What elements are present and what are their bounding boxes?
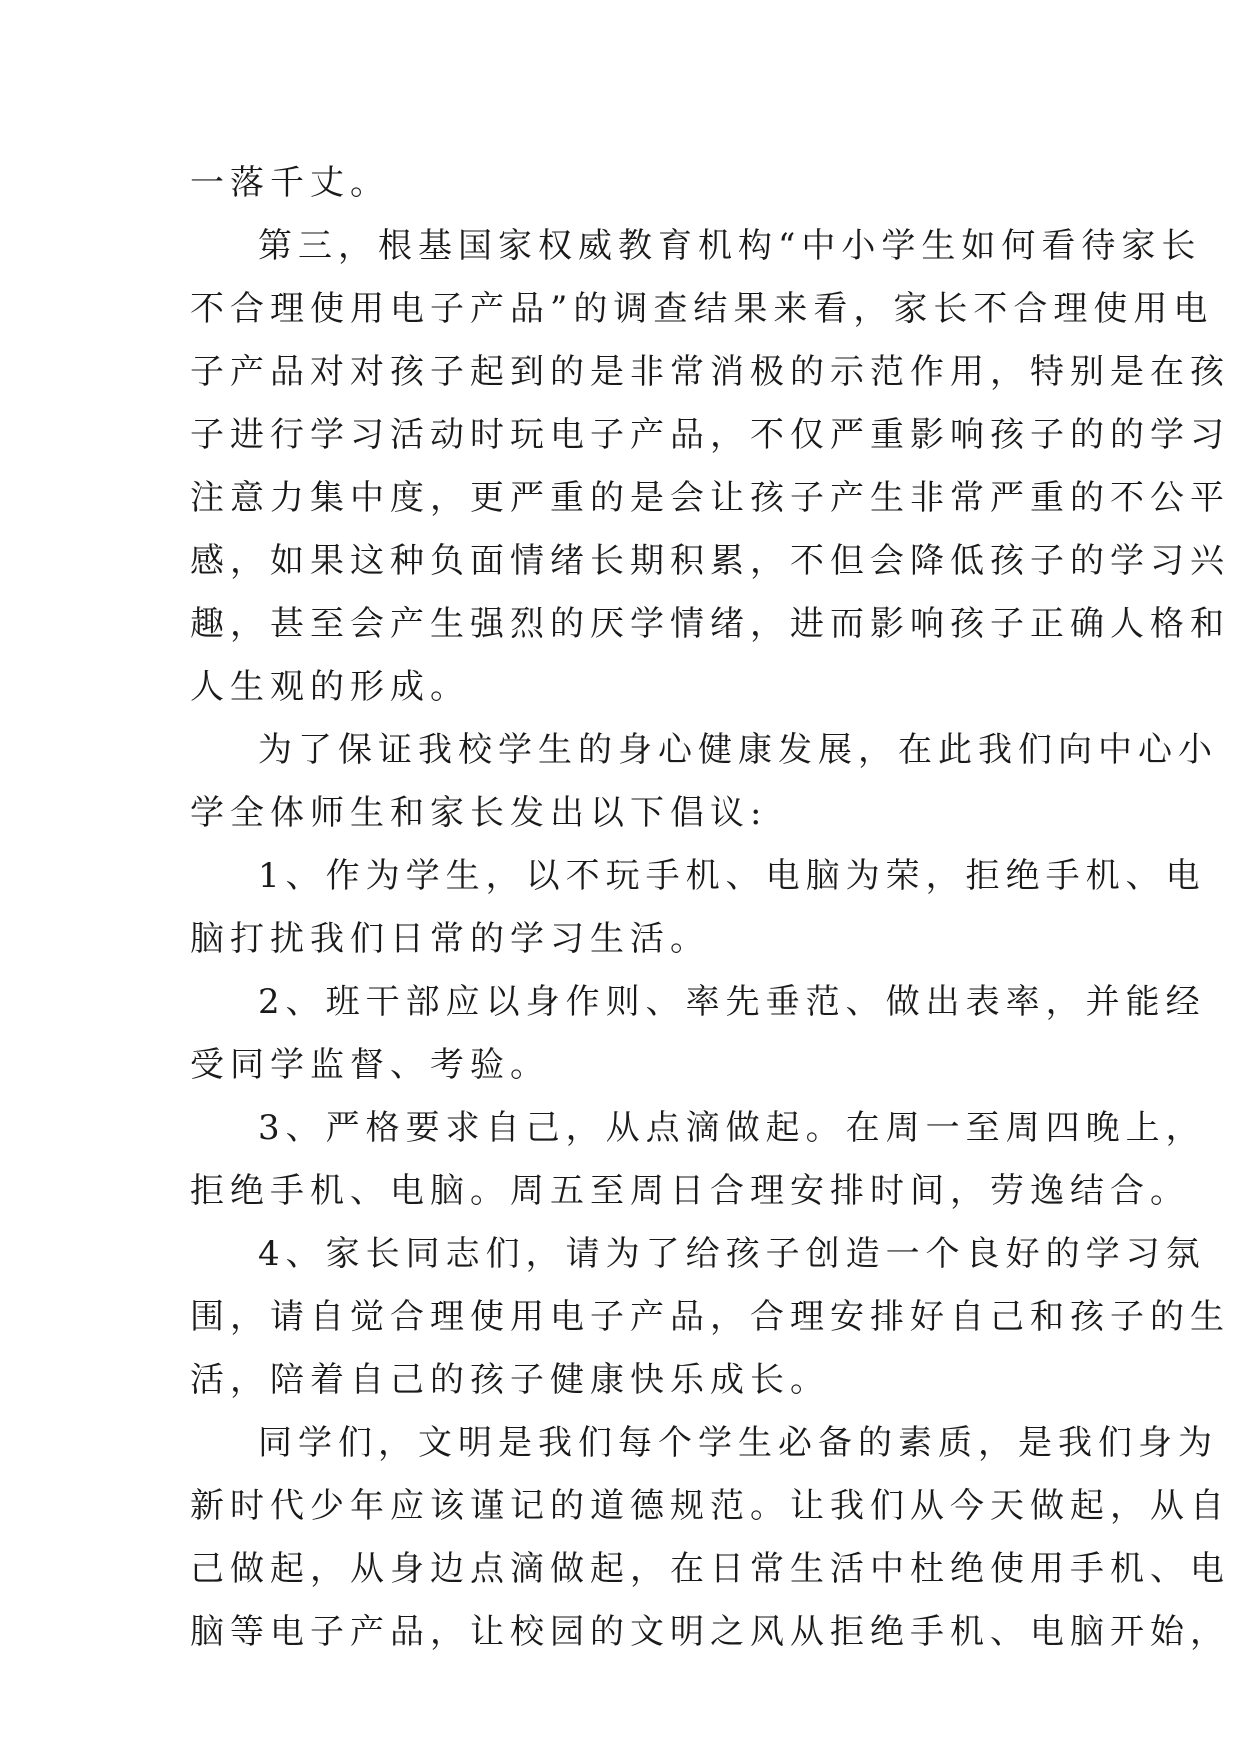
- paragraph-start-line: 同学们，文明是我们每个学生必备的素质，是我们身为: [258, 1423, 1218, 1463]
- list-item-2-line: 2、班干部应以身作则、率先垂范、做出表率，并能经: [258, 982, 1206, 1022]
- text-line: 拒绝手机、电脑。周五至周日合理安排时间，劳逸结合。: [190, 1171, 1190, 1211]
- list-item-1-line: 1、作为学生，以不玩手机、电脑为荣，拒绝手机、电: [258, 856, 1206, 896]
- list-item-4-line: 4、家长同志们，请为了给孩子创造一个良好的学习氛: [258, 1234, 1206, 1274]
- text-line: 己做起，从身边点滴做起，在日常生活中杜绝使用手机、电: [190, 1549, 1230, 1589]
- text-line: 子产品对对孩子起到的是非常消极的示范作用，特别是在孩: [190, 352, 1230, 392]
- text-line: 新时代少年应该谨记的道德规范。让我们从今天做起，从自: [190, 1486, 1230, 1526]
- text-line: 子进行学习活动时玩电子产品，不仅严重影响孩子的的学习: [190, 415, 1230, 455]
- text-line: 感，如果这种负面情绪长期积累，不但会降低孩子的学习兴: [190, 541, 1230, 581]
- text-line: 脑打扰我们日常的学习生活。: [190, 919, 710, 959]
- paragraph-start-line: 第三，根基国家权威教育机构“中小学生如何看待家长: [258, 226, 1202, 266]
- list-item-3-line: 3、严格要求自己，从点滴做起。在周一至周四晚上，: [258, 1108, 1206, 1148]
- text-line: 趣，甚至会产生强烈的厌学情绪，进而影响孩子正确人格和: [190, 604, 1230, 644]
- text-line: 脑等电子产品，让校园的文明之风从拒绝手机、电脑开始，: [190, 1612, 1230, 1652]
- text-line: 受同学监督、考验。: [190, 1045, 550, 1085]
- text-line: 一落千丈。: [190, 163, 390, 203]
- text-line: 围，请自觉合理使用电子产品，合理安排好自己和孩子的生: [190, 1297, 1230, 1337]
- text-line: 人生观的形成。: [190, 667, 470, 707]
- text-line: 不合理使用电子产品”的调查结果来看，家长不合理使用电: [190, 289, 1214, 329]
- paragraph-start-line: 为了保证我校学生的身心健康发展，在此我们向中心小: [258, 730, 1218, 770]
- text-line: 活，陪着自己的孩子健康快乐成长。: [190, 1360, 830, 1400]
- text-line: 注意力集中度，更严重的是会让孩子产生非常严重的不公平: [190, 478, 1230, 518]
- text-line: 学全体师生和家长发出以下倡议:: [190, 793, 768, 833]
- document-page: [190, 152, 1230, 1664]
